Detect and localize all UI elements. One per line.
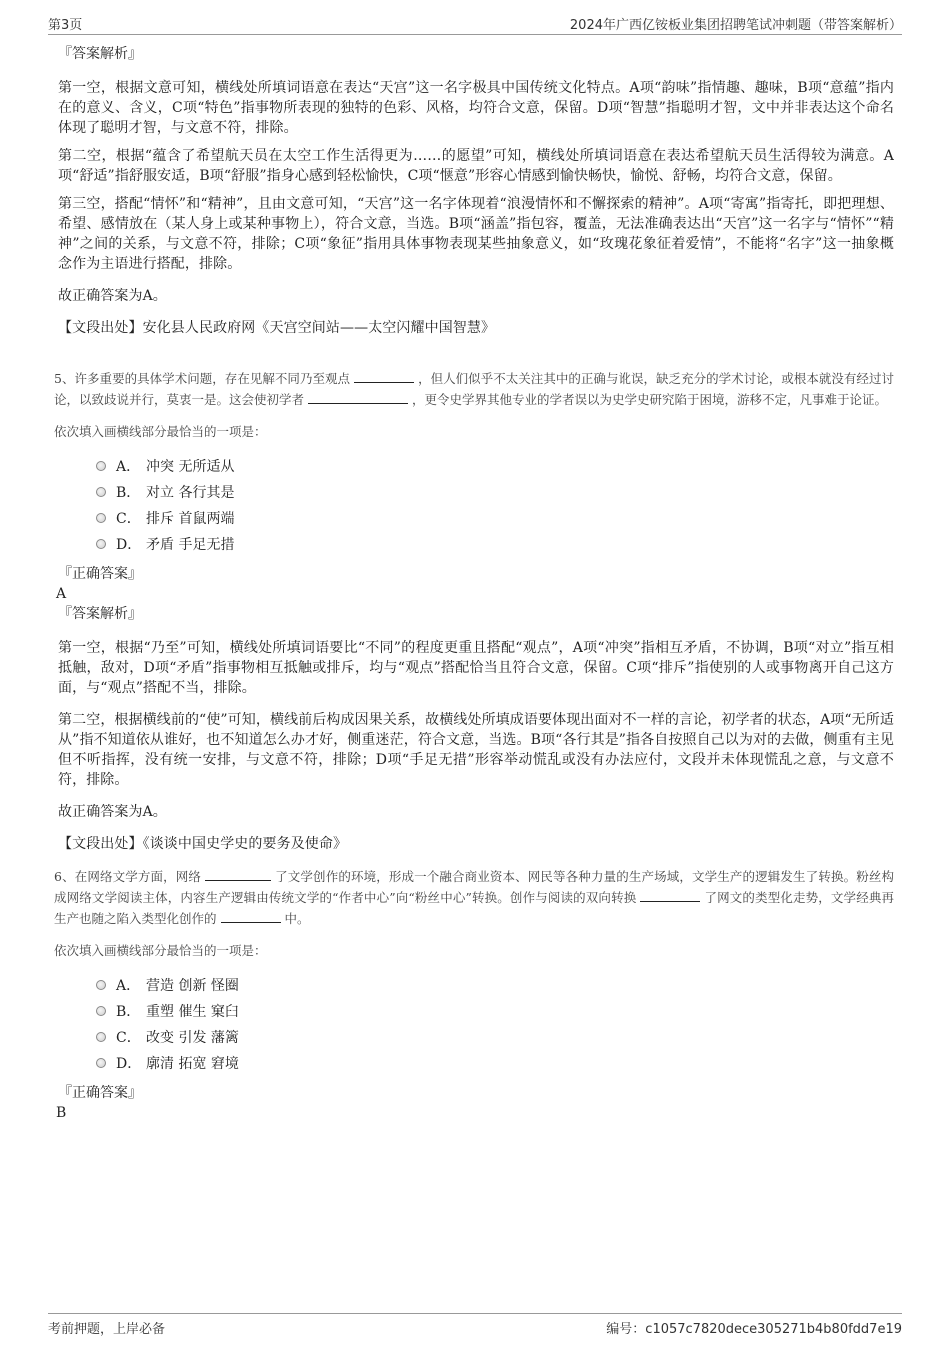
- blank-line: [640, 887, 700, 902]
- question-6: [54, 866, 894, 1123]
- question-5: [54, 368, 894, 854]
- question-stem: 5、许多重要的具体学术问题，存在见解不同乃至观点 ，但人们似乎不太关注其中的正确与讹误，缺乏充分的学术讨论，或根本就没有经过讨论，以致歧说并行，莫衷一是。这会使初学者 ，更令史学界其他专业的学者误以为史学史研究陷于困境，游移不定，凡事难于论证。: [54, 368, 894, 410]
- correct-answer-label: 『正确答案』: [58, 1085, 142, 1101]
- analysis-conclusion: 故正确答案为A。: [58, 804, 167, 820]
- option-b[interactable]: B． 重塑 催生 窠臼: [96, 999, 894, 1025]
- analysis-paragraph: 第一空，根据文意可知，横线处所填词语意在表达“天宫”这一名字极具中国传统文化特点。A项“韵味”指情趣、趣味，B项“意蕴”指内在的意义、含义，C项“特色”指事物所表现的独特的色彩、风格，均符合文意，保留。D项“智慧”指聪明才智，文中并非表达这个命名体现了聪明才智，与文意不符，排除。: [58, 80, 894, 136]
- option-list: [96, 454, 894, 558]
- correct-answer: B: [56, 1105, 67, 1121]
- footer-slogan: 考前押题，上岸必备: [48, 1322, 166, 1337]
- source-citation: 【文段出处】《谈谈中国史学史的要务及使命》: [58, 836, 348, 852]
- option-a[interactable]: A． 营造 创新 怪圈: [96, 973, 894, 999]
- option-b[interactable]: B． 对立 各行其是: [96, 480, 894, 506]
- option-a[interactable]: A． 冲突 无所适从: [96, 454, 894, 480]
- correct-answer: A: [56, 586, 67, 602]
- previous-question-analysis: [58, 44, 894, 338]
- analysis-paragraph: 第二空，根据“蕴含了希望航天员在太空工作生活得更为……的愿望”可知，横线处所填词语意在表达希望航天员生活得较为满意。A项“舒适”指舒服安适，B项“舒服”指身心感到轻松愉快，C项“惬意”形容心情感到愉快畅快，愉悦、舒畅，均符合文意，保留。: [58, 148, 894, 184]
- option-c[interactable]: C． 排斥 首鼠两端: [96, 506, 894, 532]
- page-footer: [48, 1313, 902, 1338]
- blank-line: [221, 908, 281, 923]
- correct-answer-label: 『正确答案』: [58, 566, 142, 582]
- radio-icon[interactable]: [96, 1058, 106, 1068]
- option-d[interactable]: D． 廓清 拓宽 窘境: [96, 1051, 894, 1077]
- radio-icon[interactable]: [96, 513, 106, 523]
- page-number: 第3页: [48, 18, 83, 33]
- blank-line: [205, 866, 271, 881]
- blank-line: [354, 368, 414, 383]
- radio-icon[interactable]: [96, 539, 106, 549]
- document-body: [54, 44, 894, 1123]
- analysis-label: 『答案解析』: [58, 46, 142, 62]
- analysis-paragraph: 第一空，根据“乃至”可知，横线处所填词语要比“不同”的程度更重且搭配“观点”，A项“冲突”指相互矛盾，不协调，B项“对立”指互相抵触，敌对，D项“矛盾”指事物相互抵触或排斥，均与“观点”搭配恰当且符合文意，保留。C项“排斥”指使别的人或事物离开自己这方面，与“观点”搭配不当，排除。: [58, 640, 894, 696]
- page-header: [48, 14, 902, 35]
- blank-line: [308, 389, 408, 404]
- analysis-label: 『答案解析』: [58, 606, 142, 622]
- question-instruction: 依次填入画横线部分最恰当的一项是：: [54, 943, 267, 958]
- source-citation: 【文段出处】安化县人民政府网《天宫空间站——太空闪耀中国智慧》: [58, 320, 496, 336]
- radio-icon[interactable]: [96, 487, 106, 497]
- radio-icon[interactable]: [96, 1032, 106, 1042]
- radio-icon[interactable]: [96, 980, 106, 990]
- document-title: 2024年广西亿铵板业集团招聘笔试冲刺题（带答案解析）: [569, 18, 902, 33]
- analysis-conclusion: 故正确答案为A。: [58, 288, 167, 304]
- radio-icon[interactable]: [96, 1006, 106, 1016]
- analysis-paragraph: 第三空，搭配“情怀”和“精神”，且由文意可知，“天宫”这一名字体现着“浪漫情怀和不懈探索的精神”。A项“寄寓”指寄托，即把理想、希望、感情放在（某人身上或某种事物上），符合文意，当选。B项“涵盖”指包容，覆盖，无法准确表达出“天宫”这一名字与“情怀”“精神”之间的关系，与文意不符，排除；C项“象征”指用具体事物表现某些抽象意义，如“玫瑰花象征着爱情”，不能将“名字”这一抽象概念作为主语进行搭配，排除。: [58, 196, 894, 272]
- question-instruction: 依次填入画横线部分最恰当的一项是：: [54, 424, 267, 439]
- option-list: [96, 973, 894, 1077]
- analysis-paragraph: 第二空，根据横线前的“使”可知，横线前后构成因果关系，故横线处所填成语要体现出面对不一样的言论，初学者的状态，A项“无所适从”指不知道依从谁好，也不知道怎么办才好，侧重迷茫，符合文意，当选。B项“各行其是”指各自按照自己以为对的去做，侧重有主见但不听指挥，没有统一安排，与文意不符，排除；D项“手足无措”形容举动慌乱或没有办法应付，文段并未体现慌乱之意，与文意不符，排除。: [58, 712, 894, 788]
- option-c[interactable]: C． 改变 引发 藩篱: [96, 1025, 894, 1051]
- question-stem: 6、在网络文学方面，网络 了文学创作的环境，形成一个融合商业资本、网民等各种力量的生产场域，文学生产的逻辑发生了转换。粉丝构成网络文学阅读主体，内容生产逻辑由传统文学的“作者中心”向“粉丝中心”转换。创作与阅读的双向转换 了网文的类型化走势，文学经典再生产也随之陷入类型化创作的 中。: [54, 866, 894, 929]
- option-d[interactable]: D． 矛盾 手足无措: [96, 532, 894, 558]
- document-code: 编号：c1057c7820dece305271b4b80fdd7e19: [606, 1322, 902, 1337]
- radio-icon[interactable]: [96, 461, 106, 471]
